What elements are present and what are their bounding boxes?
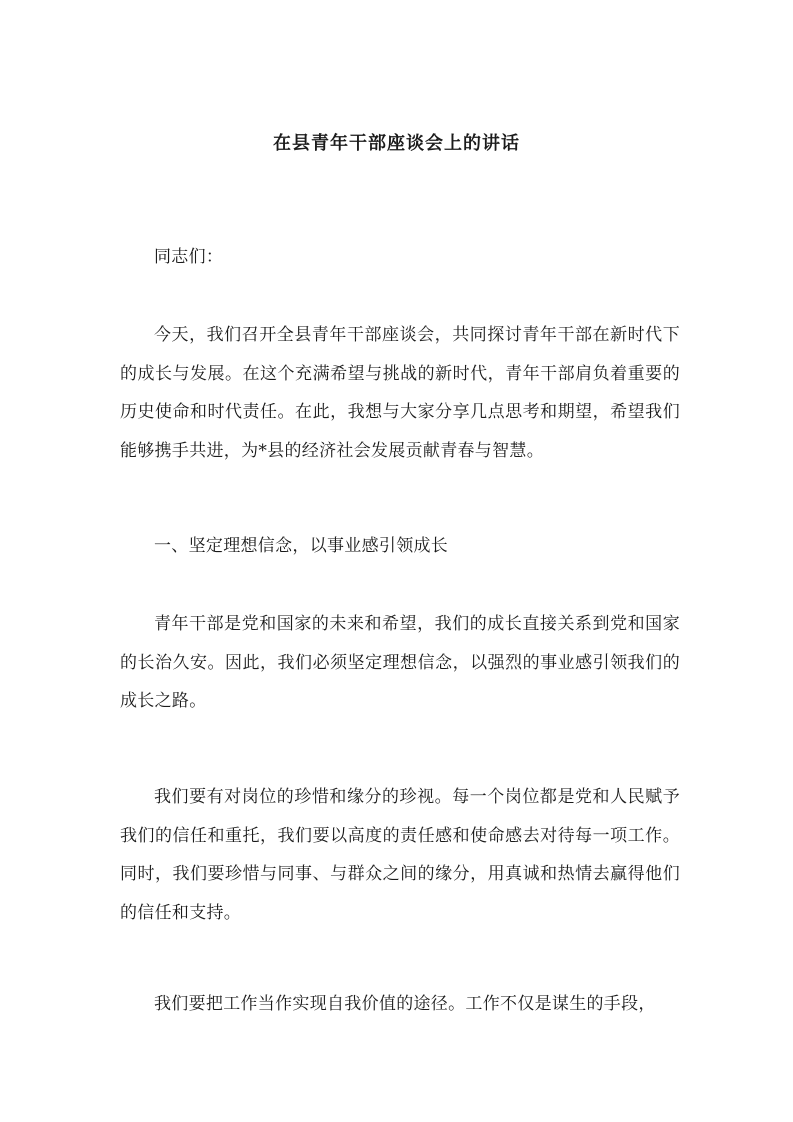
section-heading-1: 一、坚定理想信念，以事业感引领成长	[154, 536, 449, 556]
document-title: 在县青年干部座谈会上的讲话	[273, 133, 520, 154]
greeting-paragraph: 同志们：	[154, 247, 224, 267]
body-paragraph-2: 我们要有对岗位的珍惜和缘分的珍视。每一个岗位都是党和人民赋予我们的信任和重托，我们要以高度的责任感和使命感去对待每一项工作。同时，我们要珍惜与同事、与群众之间的缘分，用真诚和热情去赢得他们的信任和支持。	[120, 787, 680, 923]
body-paragraph-3: 我们要把工作当作实现自我价值的途径。工作不仅是谋生的手段，	[154, 994, 656, 1014]
intro-paragraph: 今天，我们召开全县青年干部座谈会，共同探讨青年干部在新时代下的成长与发展。在这个充满希望与挑战的新时代，青年干部肩负着重要的历史使命和时代责任。在此，我想与大家分享几点思考和期望，希望我们能够携手共进，为*县的经济社会发展贡献青春与智慧。	[120, 325, 680, 461]
body-paragraph-1: 青年干部是党和国家的未来和希望，我们的成长直接关系到党和国家的长治久安。因此，我们必须坚定理想信念，以强烈的事业感引领我们的成长之路。	[120, 614, 680, 711]
